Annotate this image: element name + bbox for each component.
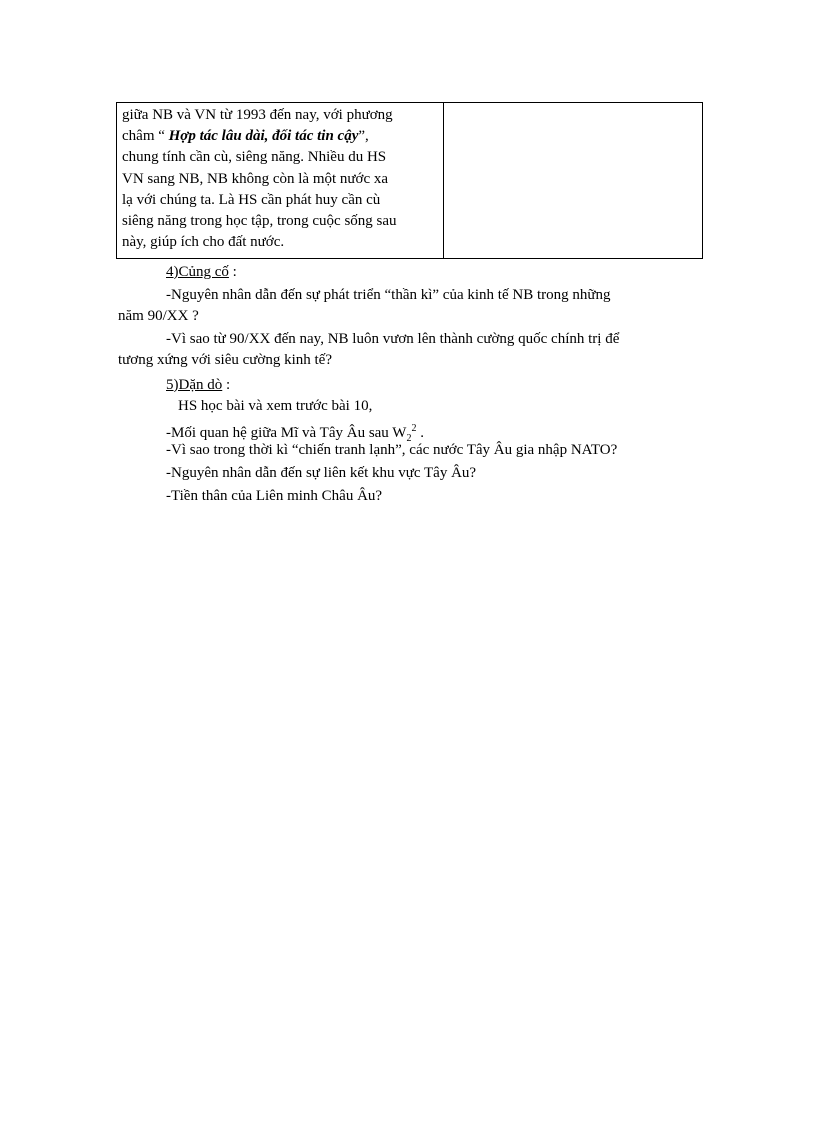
- table-cell-right: [444, 103, 702, 258]
- text-fragment: ”,: [358, 128, 369, 145]
- table-cell-left: [117, 103, 444, 258]
- text-fragment: .: [416, 425, 424, 441]
- homework-item: -Nguyên nhân dẫn đến sự liên kết khu vực Tây Âu?: [166, 465, 477, 481]
- heading-text: 5)Dặn dò: [166, 377, 223, 393]
- motto-emphasis: Hợp tác lâu dài, đối tác tin cậy: [168, 128, 359, 145]
- superscript: 2: [411, 423, 417, 434]
- table-text-line: siêng năng trong học tập, trong cuộc sống sau: [122, 213, 397, 230]
- homework-item: -Vì sao trong thời kì “chiến tranh lạnh”, các nước Tây Âu gia nhập NATO?: [166, 442, 618, 458]
- heading-text: 4)Củng cố: [166, 264, 229, 280]
- review-question: -Vì sao từ 90/XX đến nay, NB luôn vươn lên thành cường quốc chính trị để: [166, 331, 620, 347]
- heading-suffix: :: [228, 264, 237, 280]
- homework-intro: HS học bài và xem trước bài 10,: [178, 398, 373, 414]
- review-question-cont: tương xứng với siêu cường kinh tế?: [118, 352, 332, 368]
- review-question-cont: năm 90/XX ?: [118, 308, 199, 324]
- table-text-line: chung tính cần cù, siêng năng. Nhiều du HS: [122, 149, 387, 166]
- table-text-line: giữa NB và VN từ 1993 đến nay, với phương: [122, 107, 393, 123]
- text-fragment: châm “: [122, 128, 169, 145]
- subscript: 2: [406, 433, 412, 444]
- table-text-line: lạ với chúng ta. Là HS cần phát huy cần cù: [122, 191, 381, 208]
- homework-heading: [166, 375, 230, 396]
- table-text-line: VN sang NB, NB không còn là một nước xa: [122, 170, 389, 187]
- table-text-line: [122, 126, 439, 147]
- review-question: -Nguyên nhân dẫn đến sự phát triển “thần kì” của kinh tế NB trong những: [166, 287, 611, 303]
- text-fragment: -Mối quan hệ giữa Mĩ và Tây Âu sau W: [166, 425, 407, 441]
- table-text-line: này, giúp ích cho đất nước.: [122, 234, 285, 251]
- heading-suffix: :: [222, 377, 231, 393]
- homework-item: -Tiền thân của Liên minh Châu Âu?: [166, 488, 383, 504]
- consolidation-heading: [166, 262, 237, 283]
- content-table: [116, 102, 703, 259]
